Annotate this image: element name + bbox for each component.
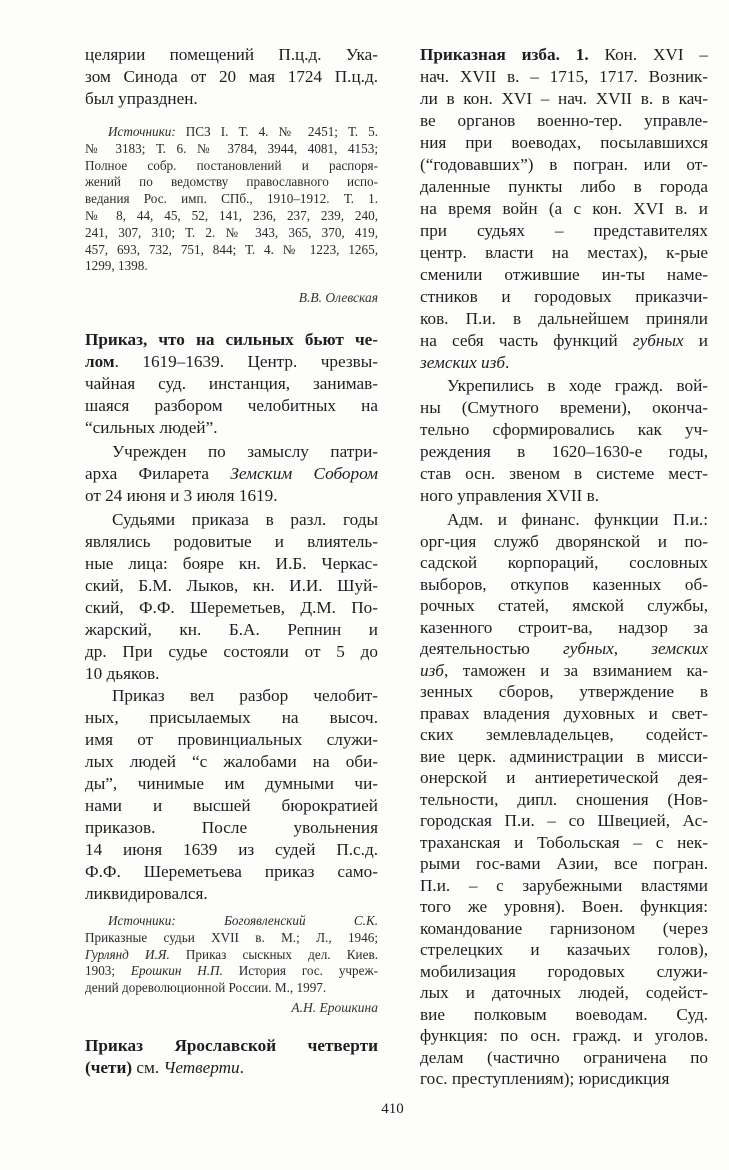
text: ведания Рос. имп. СПб., 1910–1912. Т. 1. xyxy=(85,191,378,207)
text: ного управления XVII в. xyxy=(420,486,599,505)
text-line xyxy=(85,225,378,242)
text: 457, 693, 732, 751, 844; Т. 4. № 1223, 1265, xyxy=(85,241,378,257)
text: см. xyxy=(132,1058,164,1077)
text-line xyxy=(85,44,378,66)
paragraph xyxy=(85,441,378,507)
text-line xyxy=(85,751,378,773)
text: тельно сформировались как уч- xyxy=(420,420,708,439)
paragraph xyxy=(85,509,378,685)
text: Адм. и финанс. функции П.и.: xyxy=(447,510,708,529)
text: ликвидировался. xyxy=(85,884,208,903)
italic-text: земских xyxy=(651,639,708,658)
text-line xyxy=(85,773,378,795)
text-line xyxy=(420,746,708,768)
text-line xyxy=(85,66,378,88)
text: Ф.Ф. Шереметьева приказ само- xyxy=(85,862,378,881)
text: П.и. – с зарубежными властями xyxy=(420,875,708,895)
text: на себя часть функций xyxy=(420,331,633,350)
text: того же уровня). Воен. функция: xyxy=(420,897,708,916)
text-line xyxy=(420,681,708,703)
text: № 3183; Т. 6. № 3784, 3944, 4081, 4153; xyxy=(85,140,378,156)
text-line xyxy=(420,1068,708,1090)
text-line xyxy=(420,1025,708,1047)
text: командование гарнизоном (через xyxy=(420,918,708,938)
text: реждения в 1620–1630-е годы, xyxy=(420,442,708,461)
text: 1903; xyxy=(85,963,131,979)
text: Приказ вел разбор челобит- xyxy=(112,686,378,705)
text: деятельностью xyxy=(420,639,564,658)
text-line xyxy=(85,707,378,729)
text-line xyxy=(420,789,708,811)
italic-text: изб xyxy=(420,660,444,680)
text: История гос. учреж- xyxy=(222,963,378,979)
text-line xyxy=(420,286,708,308)
italic-text: Богоявленский С.К. xyxy=(224,913,379,928)
text-line xyxy=(85,191,378,208)
text: при судьях – представителях xyxy=(420,221,708,240)
text-line xyxy=(420,531,708,553)
paragraph xyxy=(420,509,708,1090)
text: вие церк. администрации в мисси- xyxy=(420,746,708,766)
text: Приказ сыскных дел. Киев. xyxy=(169,946,378,962)
text-line xyxy=(420,939,708,961)
text: . xyxy=(239,1058,244,1077)
text-line xyxy=(85,258,378,275)
text: выборов, откупов казенных об- xyxy=(420,574,708,594)
text: нач. XVII в. – 1715, 1717. Возник- xyxy=(420,67,708,86)
sources-note xyxy=(85,913,378,997)
text-line xyxy=(85,980,378,997)
text: арха Филарета xyxy=(85,464,231,483)
text: траханская и Тобольская – с нек- xyxy=(420,832,708,852)
text-line xyxy=(420,463,708,485)
italic-text: губных xyxy=(632,331,684,350)
text-line xyxy=(420,896,708,918)
text-line xyxy=(420,918,708,940)
bold-text: (чети) xyxy=(85,1058,133,1077)
text: городская П.и. – со Швецией, Ас- xyxy=(420,811,708,830)
text: др. При судье состояли от 5 до xyxy=(85,642,378,661)
text: ских землевладельцев, содейст- xyxy=(420,725,708,744)
text: , таможен и за взиманием ка- xyxy=(443,660,708,680)
author-signature: В.В. Олевская xyxy=(298,290,378,305)
text-line xyxy=(85,509,378,531)
text-line xyxy=(85,373,378,395)
text: стников и городовых приказчи- xyxy=(420,287,708,306)
text: даленные пункты либо в города xyxy=(420,177,708,196)
text: ский, Ф.Ф. Шереметьев, Д.М. По- xyxy=(85,598,378,617)
entry-prikaz-silnykh xyxy=(85,329,378,439)
text: сменили отжившие ин-ты наме- xyxy=(420,265,708,284)
text: ли в кон. XVI – нач. XVII в. в кач- xyxy=(420,89,708,108)
bold-text: Приказ, что на сильных бьют че- xyxy=(85,330,378,349)
text-line xyxy=(85,963,378,980)
text: ны (Смутного времени), оконча- xyxy=(420,398,708,417)
paragraph xyxy=(85,685,378,905)
text-line xyxy=(85,930,378,947)
text-line xyxy=(420,198,708,220)
text: функция: по осн. гражд. и уголов. xyxy=(420,1026,708,1045)
text-line xyxy=(420,724,708,746)
text: Приказные судьи XVII в. М.; Л., 1946; xyxy=(85,929,378,945)
text: орг-ция служб дворянской и по- xyxy=(420,531,708,551)
text: 10 дьяков. xyxy=(85,664,160,683)
text-line xyxy=(85,88,378,110)
text: Судьями приказа в разл. годы xyxy=(112,510,378,529)
text-line xyxy=(420,330,708,352)
text-line xyxy=(85,575,378,597)
text-line xyxy=(85,663,378,685)
text-line xyxy=(420,1047,708,1069)
text: был упразднен. xyxy=(85,89,198,108)
text: ды”, чинимые им думными чи- xyxy=(85,774,378,793)
italic-text: земских изб xyxy=(420,353,506,372)
bold-text: Приказная изба. 1. xyxy=(420,45,589,64)
text: ных, присылаемых на высоч. xyxy=(85,708,378,727)
text: “сильных людей”. xyxy=(85,418,218,437)
text-line xyxy=(420,810,708,832)
text-line xyxy=(420,617,708,639)
text-line xyxy=(85,861,378,883)
entry-prikaz-yaroslavskoy xyxy=(85,1035,378,1079)
text-line xyxy=(420,961,708,983)
text-line xyxy=(85,351,378,373)
paragraph xyxy=(420,375,708,507)
text-line xyxy=(85,597,378,619)
text: ные лица: бояре кн. И.Б. Черкас- xyxy=(85,554,378,573)
text-line xyxy=(420,875,708,897)
text: лых людей “с жалобами на оби- xyxy=(85,752,378,771)
text: делам (частично ограничена по xyxy=(420,1047,708,1067)
author-signature: А.Н. Ерошкина xyxy=(291,1000,378,1015)
text-line xyxy=(420,703,708,725)
text: ве органов военно-тер. управле- xyxy=(420,111,708,130)
text: жений по ведомству православного испо- xyxy=(85,174,378,190)
text-line xyxy=(420,638,708,660)
text-line xyxy=(420,220,708,242)
text: (“годовавших”) в погран. или от- xyxy=(420,155,708,174)
text-line xyxy=(85,619,378,641)
text: . 1619–1639. Центр. чрезвы- xyxy=(114,352,378,371)
text-line xyxy=(85,485,378,507)
bold-text: Приказ Ярославской четверти xyxy=(85,1036,378,1055)
italic-text: Источники: xyxy=(108,124,176,139)
text-line xyxy=(85,124,378,141)
text: дений дореволюционной России. М., 1997. xyxy=(85,980,327,996)
text-line xyxy=(85,883,378,905)
text-line xyxy=(85,174,378,191)
text-line xyxy=(420,574,708,596)
text: тельности, дипл. сношения (Нов- xyxy=(420,789,708,809)
text: став осн. звеном в системе мест- xyxy=(420,464,708,483)
text: рыми гос-вами Азии, все погран. xyxy=(420,854,708,873)
text: онерской и антиеретической дея- xyxy=(420,768,708,787)
italic-text: Источники: xyxy=(108,913,176,928)
text: Учрежден по замыслу патри- xyxy=(112,442,378,461)
italic-text: Земским Собором xyxy=(230,464,378,483)
text: 1299, 1398. xyxy=(85,258,148,274)
text: рочных статей, ямской службы, xyxy=(420,596,708,615)
text: являлись родовитые и влиятель- xyxy=(85,532,378,551)
text-line xyxy=(85,531,378,553)
text-line xyxy=(420,132,708,154)
text-line xyxy=(420,552,708,574)
text: стрелецких и казачьих голов), xyxy=(420,940,708,959)
text: мобилизация городовых служи- xyxy=(420,961,708,981)
sources-note xyxy=(85,124,378,275)
text-line xyxy=(85,1057,378,1079)
text: шаяся разбором челобитных на xyxy=(85,396,378,415)
text-line xyxy=(85,817,378,839)
text: вие полковым воеводам. Суд. xyxy=(420,1004,708,1024)
text-line xyxy=(420,375,708,397)
text: ский, Б.М. Лыков, кн. И.И. Шуй- xyxy=(85,576,378,595)
text: центр. власти на местах), к-рые xyxy=(420,243,708,262)
text-line xyxy=(420,441,708,463)
text: зенных сборов, утверждение в xyxy=(420,682,708,701)
text: садской корпораций, сословных xyxy=(420,553,708,572)
text: лых и даточных людей, содейст- xyxy=(420,983,708,1002)
text: ков. П.и. в дальнейшем приняли xyxy=(420,309,708,328)
text-line xyxy=(420,352,708,374)
text-line xyxy=(420,509,708,531)
text-line xyxy=(420,660,708,682)
text-line xyxy=(420,176,708,198)
italic-text: Ерошкин Н.П. xyxy=(130,963,223,979)
text-line xyxy=(420,832,708,854)
text: правах владения духовных и свет- xyxy=(420,703,708,723)
text-line xyxy=(420,853,708,875)
text-line xyxy=(420,595,708,617)
italic-text: Гурлянд И.Я. xyxy=(85,946,170,962)
text-line xyxy=(85,1035,378,1057)
text: 14 июня 1639 из судей П.с.д. xyxy=(85,840,378,859)
text: от 24 июня и 3 июля 1619. xyxy=(85,486,278,505)
text-line xyxy=(85,242,378,259)
text: чайная суд. инстанция, занимав- xyxy=(85,374,378,393)
text-line xyxy=(85,208,378,225)
text-line xyxy=(420,767,708,789)
text-line xyxy=(85,795,378,817)
text: Укрепились в ходе гражд. вой- xyxy=(447,376,708,395)
text: на время войн (а с кон. XVI в. и xyxy=(420,199,708,218)
text-line xyxy=(85,141,378,158)
text-line xyxy=(420,66,708,88)
text: № 8, 44, 45, 52, 141, 236, 237, 239, 240, xyxy=(85,207,378,223)
text-line xyxy=(420,1004,708,1026)
text-line xyxy=(85,158,378,175)
text: Полное собр. постановлений и распоря- xyxy=(85,157,378,173)
text: нами и высшей бюрократией xyxy=(85,796,378,815)
text: , xyxy=(613,639,652,658)
text: Кон. XVI – xyxy=(588,45,708,64)
italic-text: Четверти xyxy=(163,1058,240,1077)
page-number: 410 xyxy=(381,1101,404,1117)
text-line xyxy=(85,839,378,861)
text: казенного строит-ва, надзор за xyxy=(420,617,708,637)
text-line xyxy=(420,982,708,1004)
text-line xyxy=(420,264,708,286)
text: жарский, кн. Б.А. Репнин и xyxy=(85,620,378,639)
text-line xyxy=(85,395,378,417)
entry-prikaznaya-izba xyxy=(420,44,708,374)
text-line xyxy=(85,685,378,707)
text-line xyxy=(85,441,378,463)
text: имя от провинциальных служи- xyxy=(85,730,378,749)
text-line xyxy=(420,397,708,419)
text: зом Синода от 20 мая 1724 П.ц.д. xyxy=(85,67,378,86)
text: ния при воеводах, посылавшихся xyxy=(420,133,708,152)
text: приказов. После увольнения xyxy=(85,818,378,837)
text-line xyxy=(85,641,378,663)
text-line xyxy=(85,417,378,439)
bold-text: лом xyxy=(85,352,115,371)
text: ПСЗ I. Т. 4. № 2451; Т. 5. xyxy=(175,124,378,139)
text: 241, 307, 310; Т. 2. № 343, 365, 370, 419, xyxy=(85,224,378,240)
paragraph-continuation xyxy=(85,44,378,110)
text: гос. преступлениям); юрисдикция xyxy=(420,1069,670,1088)
text: целярии помещений П.ц.д. Ука- xyxy=(85,45,378,64)
text-line xyxy=(85,463,378,485)
text-line xyxy=(85,947,378,964)
text-line xyxy=(85,329,378,351)
text-line xyxy=(85,729,378,751)
text-line xyxy=(420,44,708,66)
text-line xyxy=(420,242,708,264)
italic-text: губных xyxy=(563,639,614,658)
text-line xyxy=(85,553,378,575)
text-line xyxy=(85,913,378,930)
text: и xyxy=(683,331,708,350)
text-line xyxy=(420,419,708,441)
text-line xyxy=(420,154,708,176)
text-line xyxy=(420,308,708,330)
text xyxy=(176,913,224,928)
text: . xyxy=(505,353,510,372)
text-line xyxy=(420,485,708,507)
text-line xyxy=(420,88,708,110)
text-line xyxy=(420,110,708,132)
